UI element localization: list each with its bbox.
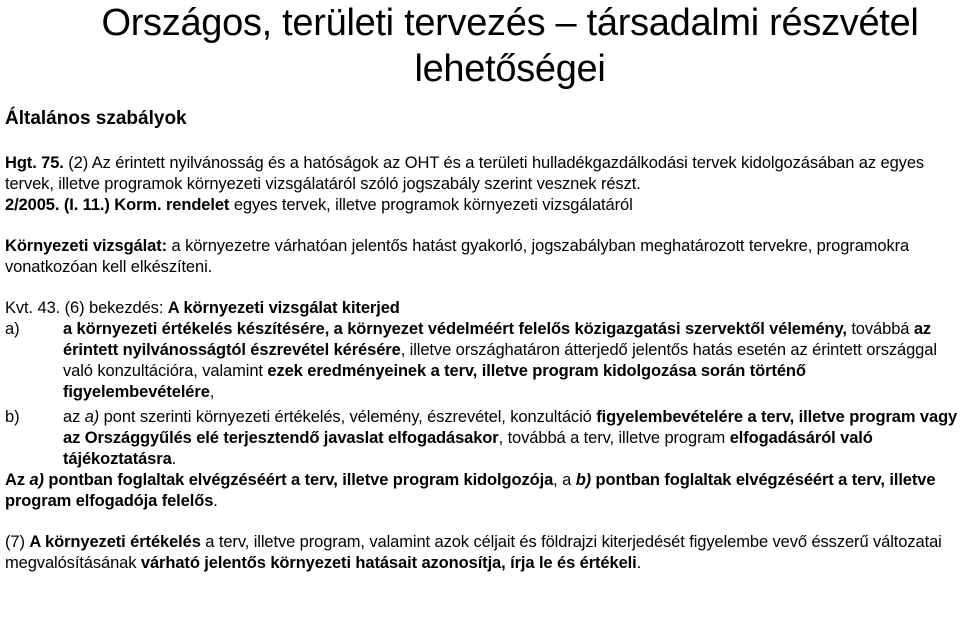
list-item-a-text: a környezeti értékelés készítésére, a környezet védelméért felelős közigazgatási szervektől vélemény, továbbá az érintett nyilvánosságtól észrevétel kérésére, illetve országhatáron átterjedő jelentős hatás esetén az érintett országgal való konzultációra, valamint ezek eredményeinek a terv, illetve program kidolgozása során történő figyelembevételére, (63, 320, 937, 401)
paragraph-felelosseg: Az a) pontban foglaltak elvégzéséért a terv, illetve program kidolgozója, a b) pontban foglaltak elvégzéséért a terv, illetve program elfogadója felelős. (5, 471, 936, 510)
document-body (5, 153, 960, 574)
list-item-b (5, 407, 960, 470)
page-title (60, 0, 960, 92)
page-title-line1: Országos, területi tervezés – társadalmi részvétel (101, 2, 919, 44)
list-item-b-text: az a) pont szerinti környezeti értékelés, vélemény, észrevétel, konzultáció figyelembevételére a terv, illetve program vagy az Országgyűlés elé terjesztendő javaslat elfogadásakor, továbbá a terv, illetve program elfogadásáról való tájékoztatásra. (63, 408, 958, 468)
section-subtitle: Általános szabályok (5, 108, 187, 129)
paragraph-kornyezeti-ertekeles: (7) A környezeti értékelés a terv, illetve program, valamint azok céljait és földrajzi kiterjedését figyelembe vevő ésszerű változatai megvalósításának várható jelentős környezeti hatásait azonosítja, írja le és értékeli. (5, 533, 942, 572)
paragraph-hgt: Hgt. 75. (2) Az érintett nyilvánosság és a hatóságok az OHT és a területi hulladékgazdálkodási tervek kidolgozásában az egyes tervek, illetve programok környezeti vizsgálatáról szóló jogszabály szerint vesznek részt. (5, 154, 925, 193)
paragraph-kvt: Kvt. 43. (6) bekezdés: A környezeti vizsgálat kiterjed (5, 299, 400, 317)
list-item-a-label: a) (5, 320, 20, 338)
list-item-a (5, 319, 960, 403)
paragraph-rendelet: 2/2005. (I. 11.) Korm. rendelet egyes tervek, illetve programok környezeti vizsgálatáról (5, 196, 633, 214)
list-item-b-label: b) (5, 408, 20, 426)
paragraph-kornyezeti-vizsgalat: Környezeti vizsgálat: a környezetre várhatóan jelentős hatást gyakorló, jogszabályban meghatározott tervekre, programokra vonatkozóan kell elkészíteni. (5, 237, 910, 276)
page-title-line2: lehetőségei (414, 48, 606, 90)
